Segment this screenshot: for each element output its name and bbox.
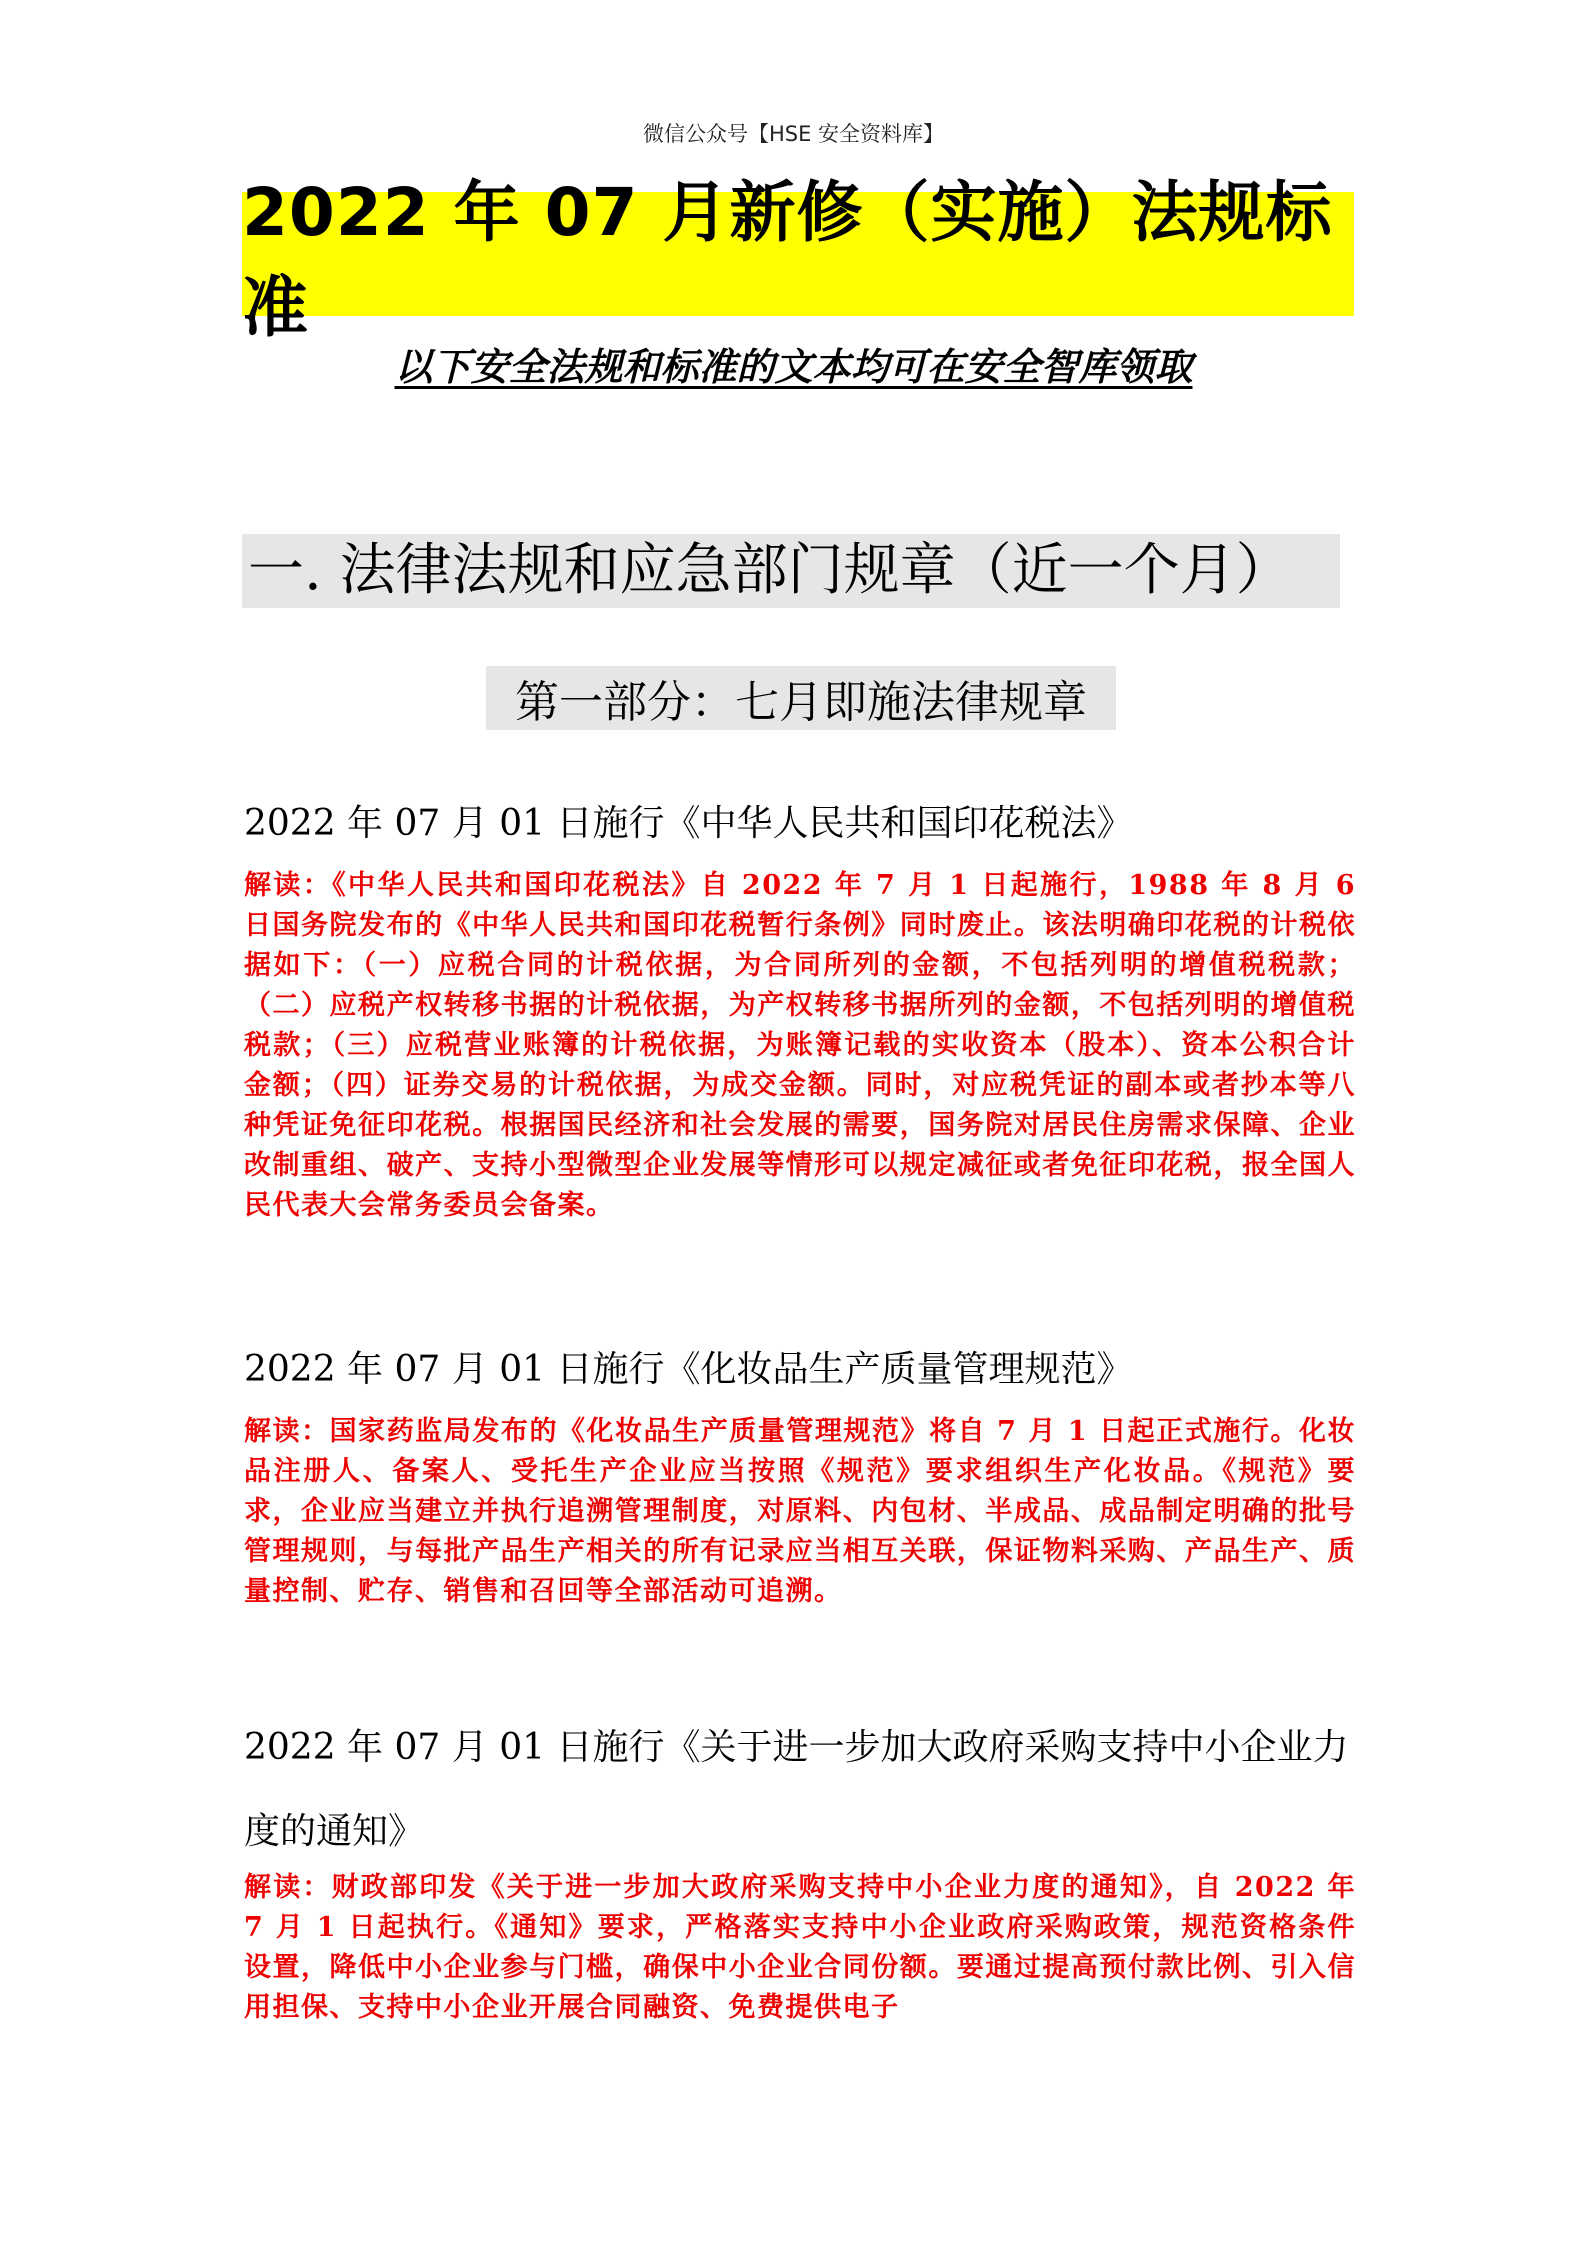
header-note: 微信公众号【HSE 安全资料库】 [642, 122, 945, 146]
entry-commentary-sme-procurement-notice: 解读：财政部印发《关于进一步加大政府采购支持中小企业力度的通知》，自 2022 年 7 月 1 日起执行。《通知》要求，严格落实支持中小企业政府采购政策，规范资格条件设置，降低中小企业参与门槛，确保中小企业合同份额。要通过提高预付款比例、引入信用担保、支持中小企业开展合同融资、免费提供电子 [244, 1872, 1356, 2023]
entry-title-cosmetics-gmp: 2022 年 07 月 01 日施行《化妆品生产质量管理规范》 [244, 1349, 1133, 1390]
main-title: 2022 年 07 月新修（实施）法规标准 [242, 192, 1354, 316]
part-heading: 第一部分：七月即施法律规章 [486, 666, 1116, 730]
subtitle: 以下安全法规和标准的文本均可在安全智库领取 [394, 345, 1193, 389]
entry-commentary-cosmetics-gmp: 解读：国家药监局发布的《化妆品生产质量管理规范》将自 7 月 1 日起正式施行。化妆品注册人、备案人、受托生产企业应当按照《规范》要求组织生产化妆品。《规范》要求，企业应当建立并执行追溯管理制度，对原料、内包材、半成品、成品制定明确的批号管理规则，与每批产品生产相关的所有记录应当相互关联，保证物料采购、产品生产、质量控制、贮存、销售和召回等全部活动可追溯。 [244, 1416, 1356, 1607]
entry-title-stamp-duty-law: 2022 年 07 月 01 日施行《中华人民共和国印花税法》 [244, 803, 1133, 844]
section-heading: 一. 法律法规和应急部门规章（近一个月） [242, 534, 1340, 608]
entry-title-sme-procurement-notice: 2022 年 07 月 01 日施行《关于进一步加大政府采购支持中小企业力度的通知》 [244, 1727, 1349, 1852]
entry-commentary-stamp-duty-law: 解读：《中华人民共和国印花税法》自 2022 年 7 月 1 日起施行，1988 年 8 月 6 日国务院发布的《中华人民共和国印花税暂行条例》同时废止。该法明确印花税的计税依据如下：（一）应税合同的计税依据，为合同所列的金额，不包括列明的增值税税款；（二）应税产权转移书据的计税依据，为产权转移书据所列的金额，不包括列明的增值税税款；（三）应税营业账簿的计税依据，为账簿记载的实收资本（股本）、资本公积合计金额；（四）证券交易的计税依据，为成交金额。同时，对应税凭证的副本或者抄本等八种凭证免征印花税。根据国民经济和社会发展的需要，国务院对居民住房需求保障、企业改制重组、破产、支持小型微型企业发展等情形可以规定减征或者免征印花税，报全国人民代表大会常务委员会备案。 [244, 870, 1356, 1221]
